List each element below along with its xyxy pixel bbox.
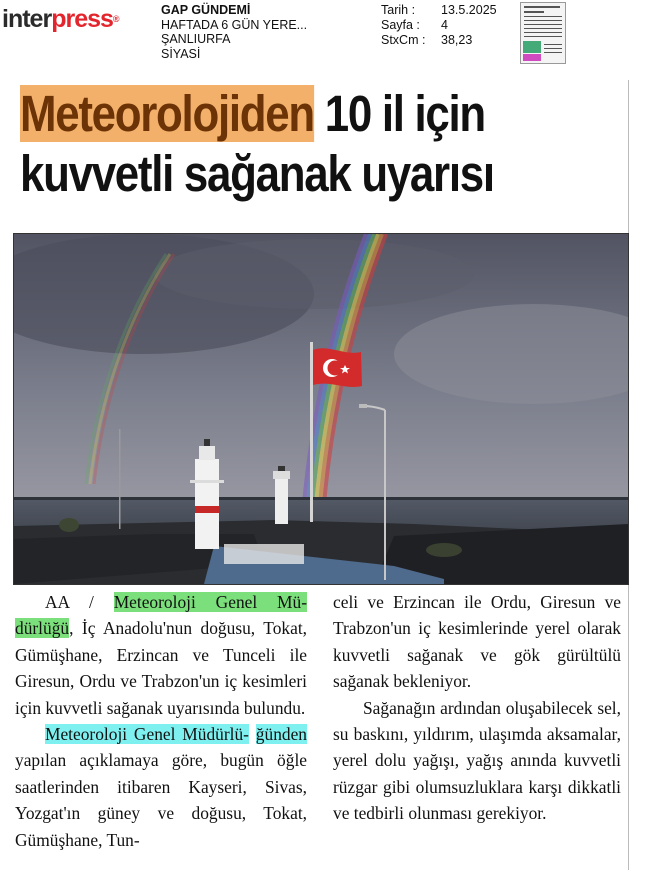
meta-row-stxcm: StxCm : 38,23 bbox=[381, 33, 473, 47]
publication-city: ŞANLIURFA bbox=[161, 32, 231, 46]
interpress-logo: interpress® bbox=[2, 5, 119, 33]
paragraph-1: AA / Meteoroloji Genel Mü- dürlüğü, İç Anadolu'nun doğusu, Tokat, Gümüşhane, Erzincan ve Tunceli ile Giresun, Ordu ve Trabzon'un iç kesimleri için kuvvetli sağanak uyarısında bulundu. bbox=[15, 592, 307, 718]
rainbow-flag-lighthouse-photo bbox=[14, 234, 628, 584]
headline-line-1: Meteorolojiden 10 il için bbox=[20, 85, 485, 142]
publication-name: GAP GÜNDEMİ bbox=[161, 3, 251, 17]
org-highlight: Meteoroloji Genel Müdürlü- bbox=[45, 724, 249, 745]
article-column-1 bbox=[15, 589, 307, 853]
article-column-2 bbox=[333, 589, 621, 827]
publication-section: SİYASİ bbox=[161, 46, 201, 61]
org-highlight: ğünden bbox=[255, 724, 307, 745]
clip-meta bbox=[381, 3, 497, 48]
headline bbox=[20, 84, 545, 204]
article-photo bbox=[13, 233, 629, 585]
publication-frequency: HAFTADA 6 GÜN YERE... bbox=[161, 17, 308, 32]
org-highlight: dürlüğü bbox=[15, 618, 70, 639]
paragraph-4: Sağanağın ardından oluşabilecek sel, su baskını, yıldırım, ulaşımda aksamalar, yerel dolu yağışı, yağış anında kuvvetli rüzgar gibi olumsuzluklara karşı dikkatli ve tedbirli olunması gerekiyor. bbox=[333, 697, 621, 824]
publication-info bbox=[161, 3, 307, 61]
page-thumbnail-icon[interactable] bbox=[520, 2, 566, 64]
paragraph-2: Meteoroloji Genel Müdürlü- ğünden yapılan açıklamaya göre, bugün öğle saatlerinden itibaren Kayseri, Sivas, Yozgat'ın güney ve doğusu, Tokat, Gümüşhane, Tun- bbox=[15, 724, 307, 850]
org-highlight: Meteoroloji Genel Mü- bbox=[113, 592, 307, 612]
meta-row-page: Sayfa : 4 bbox=[381, 18, 448, 32]
headline-line-2: kuvvetli sağanak uyarısı bbox=[20, 145, 494, 202]
meta-row-date: Tarih : 13.5.2025 bbox=[381, 3, 497, 17]
headline-highlight: Meteorolojiden bbox=[20, 85, 314, 142]
paragraph-3: celi ve Erzincan ile Ordu, Giresun ve Trabzon'un iç kesimlerinde yerel olarak kuvvetli sağanak ve gök gürültülü sağanak bekleniyor. bbox=[333, 592, 621, 692]
